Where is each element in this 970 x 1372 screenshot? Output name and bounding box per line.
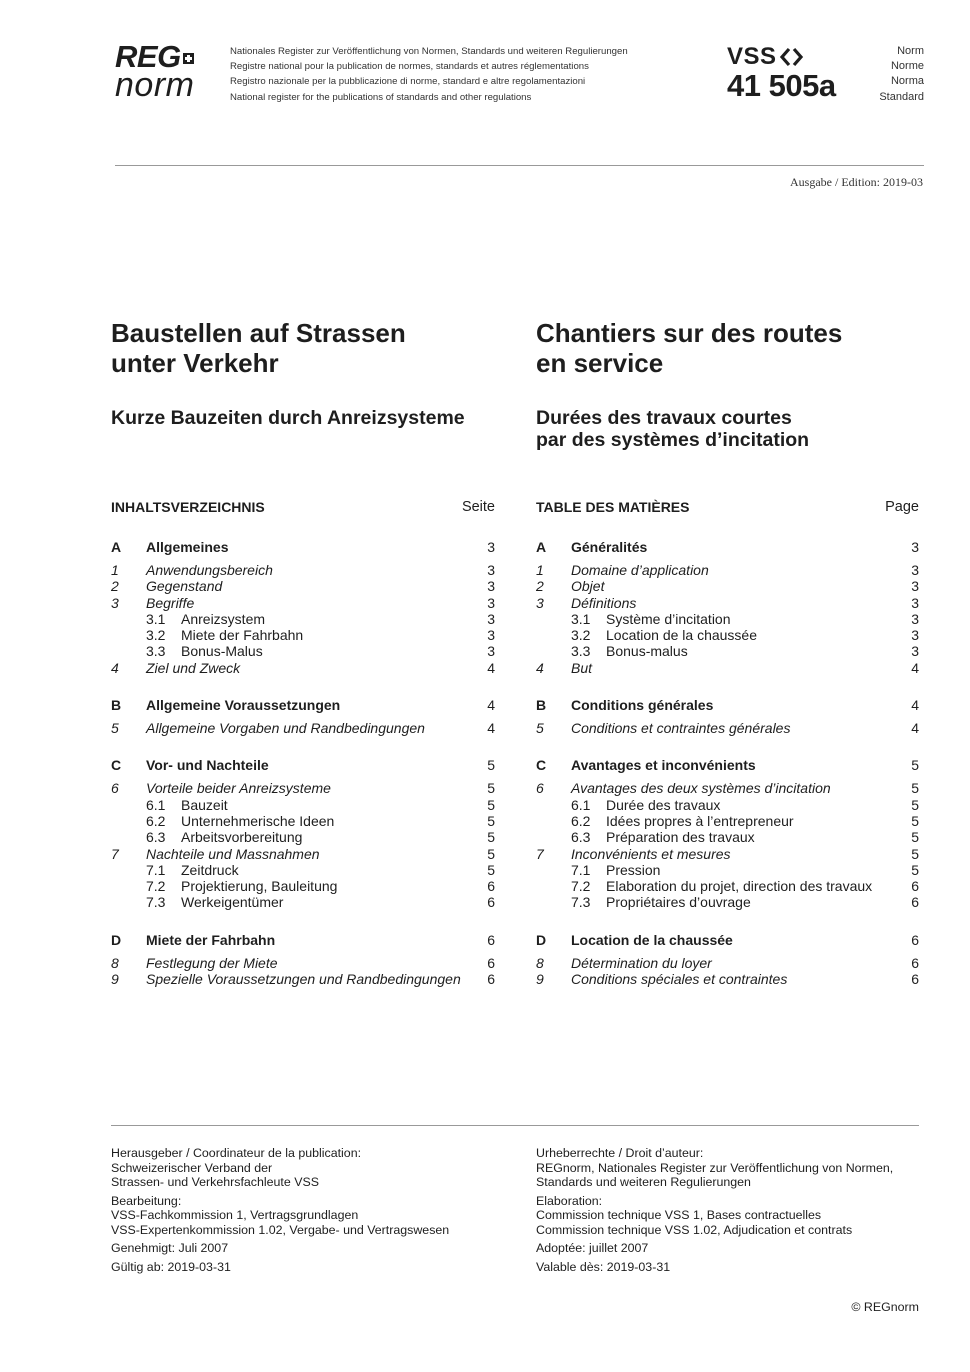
entry-number: 6	[536, 780, 544, 797]
entry-number: 7.1	[571, 861, 591, 878]
section-title: Généralités	[571, 539, 648, 555]
entry-title: Allgemeine Vorgaben und Randbedingungen	[146, 720, 425, 737]
footer-block	[111, 1146, 449, 1190]
entry-title: But	[571, 659, 593, 676]
entry-number: 6.3	[571, 829, 591, 846]
entry-number: 6	[111, 780, 119, 797]
toc-section	[111, 537, 495, 676]
footer-block	[536, 1194, 893, 1238]
edition-date: Ausgabe / Edition: 2019-03	[790, 175, 923, 189]
entry-page: 4	[911, 659, 919, 676]
section-page: 5	[487, 757, 495, 774]
page-heading: Page	[885, 499, 919, 515]
entry-number: 7.3	[571, 894, 591, 911]
entry-number: 3.3	[146, 643, 166, 660]
entry-title: Bonus-malus	[606, 643, 688, 660]
entry-title: Ziel und Zweck	[146, 659, 241, 676]
entry-page: 3	[911, 627, 919, 644]
entry-page: 6	[911, 971, 919, 988]
toc-section	[111, 930, 495, 988]
subtitle-fr	[536, 407, 809, 451]
toc-section	[111, 755, 495, 910]
section-page: 4	[911, 697, 919, 714]
doc-kind-line: Norme	[890, 60, 924, 73]
entry-page: 5	[911, 796, 919, 813]
entry-number: 2	[111, 578, 119, 595]
entry-number: 8	[536, 954, 544, 971]
footer-line: Gültig ab: 2019-03-31	[111, 1259, 231, 1274]
entry-page: 5	[911, 845, 919, 862]
toc-item	[111, 578, 495, 594]
entry-page: 5	[911, 829, 919, 846]
footer-block	[536, 1260, 893, 1275]
entry-number: 3	[536, 594, 544, 611]
toc-subitem	[536, 894, 919, 910]
entry-title: Bauzeit	[181, 796, 228, 813]
doc-kind-line: Standard	[879, 90, 924, 103]
toc-section	[536, 930, 919, 988]
entry-number: 7.2	[571, 878, 591, 895]
toc-subitem	[111, 813, 495, 829]
toc-section-heading	[111, 930, 495, 950]
toc-subitem	[536, 813, 919, 829]
header-divider	[115, 165, 924, 166]
toc-heading: INHALTSVERZEICHNIS	[111, 499, 265, 515]
toc-section	[536, 537, 919, 676]
footer-line: Bearbeitung:	[111, 1193, 182, 1208]
doc-kind-line: Norma	[890, 75, 924, 88]
entry-title: Avantages des deux systèmes d’incitation	[571, 780, 831, 797]
toc-subitem	[536, 829, 919, 845]
entry-number: 3.1	[146, 610, 166, 627]
section-page: 3	[487, 539, 495, 555]
entry-title: Begriffe	[146, 594, 195, 611]
logo-reg-text: REG	[115, 39, 181, 74]
section-title: Allgemeine Voraussetzungen	[146, 697, 341, 714]
vss-chevron-icon	[779, 46, 809, 68]
section-title: Vor- und Nachteile	[146, 757, 269, 774]
toc-section	[536, 695, 919, 736]
doc-kind-line: Norm	[897, 45, 924, 57]
toc-subitem	[111, 643, 495, 659]
entry-title: Gegenstand	[146, 578, 223, 595]
entry-title: Définitions	[571, 594, 637, 611]
footer-line: Schweizerischer Verband der	[111, 1160, 273, 1175]
section-page: 3	[911, 539, 919, 555]
entry-page: 6	[911, 894, 919, 911]
footer-line: Valable dès: 2019-03-31	[536, 1259, 671, 1274]
section-title: Allgemeines	[146, 539, 229, 555]
section-letter: B	[111, 697, 122, 714]
toc-section-heading	[536, 755, 919, 775]
toc-fr	[536, 497, 919, 987]
toc-section-heading	[536, 930, 919, 950]
register-description	[230, 44, 628, 105]
section-page: 6	[911, 931, 919, 948]
swiss-cross-icon	[183, 53, 194, 64]
entry-title: Système d’incitation	[606, 610, 731, 627]
entry-page: 4	[911, 720, 919, 737]
regnorm-logo	[115, 39, 215, 104]
toc-header	[111, 497, 495, 517]
entry-page: 3	[911, 578, 919, 595]
toc-item	[536, 660, 919, 676]
entry-title: Festlegung der Miete	[146, 954, 278, 971]
section-letter: D	[536, 931, 547, 948]
toc-subitem	[536, 797, 919, 813]
entry-title: Zeitdruck	[181, 861, 239, 878]
toc-item	[536, 971, 919, 987]
register-line: Nationales Register zur Veröffentlichung von Normen, Standards und weiteren Regulierungen	[230, 46, 628, 57]
section-page: 4	[487, 697, 495, 714]
footer-line: VSS-Fachkommission 1, Vertragsgrundlagen	[111, 1208, 359, 1222]
toc-subitem	[536, 627, 919, 643]
footer-block	[111, 1194, 449, 1238]
entry-title: Arbeitsvorbereitung	[181, 829, 303, 846]
entry-number: 7	[536, 845, 544, 862]
entry-page: 5	[487, 829, 495, 846]
entry-number: 3.3	[571, 643, 591, 660]
title-line: Baustellen auf Strassen	[111, 318, 406, 348]
toc-subitem	[111, 797, 495, 813]
subtitle-line: Durées des travaux courtes	[536, 407, 792, 429]
entry-title: Anreizsystem	[181, 610, 266, 627]
footer-block	[536, 1146, 893, 1190]
entry-page: 5	[487, 845, 495, 862]
entry-page: 5	[487, 796, 495, 813]
section-letter: B	[536, 697, 547, 714]
section-page: 6	[487, 931, 495, 948]
toc-item	[536, 562, 919, 578]
entry-page: 3	[911, 594, 919, 611]
toc-item	[536, 780, 919, 796]
footer-line: Elaboration:	[536, 1193, 603, 1208]
footer-right	[536, 1146, 893, 1278]
footer-line: Commission technique VSS 1, Bases contractuelles	[536, 1208, 822, 1222]
footer-line: Herausgeber / Coordinateur de la publication:	[111, 1146, 362, 1160]
footer-line: Strassen- und Verkehrsfachleute VSS	[111, 1175, 320, 1189]
entry-number: 9	[111, 971, 119, 988]
entry-number: 7.1	[146, 861, 166, 878]
entry-number: 3.2	[146, 627, 166, 644]
entry-title: Vorteile beider Anreizsysteme	[146, 780, 331, 797]
toc-section-heading	[111, 695, 495, 715]
toc-subitem	[536, 643, 919, 659]
section-title: Location de la chaussée	[571, 931, 733, 948]
title-line: Chantiers sur des routes	[536, 318, 843, 348]
entry-page: 6	[911, 954, 919, 971]
section-title: Conditions générales	[571, 697, 714, 714]
entry-number: 8	[111, 954, 119, 971]
entry-page: 3	[487, 610, 495, 627]
toc-subitem	[111, 829, 495, 845]
entry-page: 4	[487, 659, 495, 676]
section-letter: A	[111, 539, 122, 555]
entry-page: 3	[487, 627, 495, 644]
toc-subitem	[111, 611, 495, 627]
entry-number: 4	[111, 659, 119, 676]
toc-subitem	[111, 878, 495, 894]
entry-number: 6.3	[146, 829, 166, 846]
vss-logo	[727, 44, 836, 102]
toc-de	[111, 497, 495, 987]
title-line: en service	[536, 348, 664, 378]
entry-number: 6.2	[571, 812, 591, 829]
register-line: Registro nazionale per la pubblicazione di norme, standard e altre regolamentazioni	[230, 76, 586, 88]
entry-title: Pression	[606, 861, 661, 878]
entry-page: 3	[487, 594, 495, 611]
entry-title: Propriétaires d’ouvrage	[606, 894, 751, 911]
vss-logo-text: VSS	[727, 43, 777, 70]
section-title: Avantages et inconvénients	[571, 757, 756, 774]
entry-title: Miete der Fahrbahn	[181, 627, 304, 644]
entry-title: Inconvénients et mesures	[571, 845, 731, 862]
entry-page: 3	[911, 562, 919, 578]
footer-divider	[111, 1125, 919, 1126]
entry-title: Nachteile und Massnahmen	[146, 845, 320, 862]
entry-title: Elaboration du projet, direction des travaux	[606, 878, 873, 895]
toc-section-heading	[111, 755, 495, 775]
entry-page: 3	[487, 578, 495, 595]
footer-line: Genehmigt: Juli 2007	[111, 1241, 229, 1255]
document-number: 41 505a	[727, 68, 836, 103]
document-kind	[879, 44, 924, 105]
entry-number: 7.3	[146, 894, 166, 911]
entry-number: 3.2	[571, 627, 591, 644]
subtitle-line: par des systèmes d’incitation	[536, 429, 810, 451]
entry-page: 5	[487, 780, 495, 797]
toc-item	[111, 720, 495, 736]
toc-subitem	[536, 862, 919, 878]
entry-number: 5	[111, 720, 119, 737]
entry-page: 6	[487, 878, 495, 895]
entry-page: 6	[487, 971, 495, 988]
entry-title: Idées propres à l’entrepreneur	[606, 812, 794, 829]
entry-title: Anwendungsbereich	[146, 562, 273, 578]
entry-page: 5	[487, 812, 495, 829]
toc-section-heading	[536, 537, 919, 557]
toc-item	[536, 846, 919, 862]
entry-number: 3	[111, 594, 119, 611]
entry-number: 6.1	[146, 796, 166, 813]
entry-title: Bonus-Malus	[181, 643, 263, 660]
title-fr	[536, 318, 842, 378]
toc-section-heading	[111, 537, 495, 557]
footer-block	[536, 1241, 893, 1256]
entry-number: 6.1	[571, 796, 591, 813]
section-title: Miete der Fahrbahn	[146, 931, 276, 948]
footer-line: REGnorm, Nationales Register zur Veröffentlichung von Normen,	[536, 1160, 894, 1175]
entry-page: 3	[911, 643, 919, 660]
toc-section-heading	[536, 695, 919, 715]
entry-page: 3	[487, 562, 495, 578]
toc-item	[536, 595, 919, 611]
entry-page: 5	[911, 780, 919, 797]
entry-title: Objet	[571, 578, 605, 595]
entry-title: Durée des travaux	[606, 796, 721, 813]
toc-item	[536, 578, 919, 594]
toc-item	[111, 595, 495, 611]
entry-title: Werkeigentümer	[181, 894, 284, 911]
entry-title: Conditions spéciales et contraintes	[571, 971, 788, 988]
entry-page: 4	[487, 720, 495, 737]
entry-page: 6	[487, 894, 495, 911]
toc-item	[111, 562, 495, 578]
entry-number: 9	[536, 971, 544, 988]
section-page: 5	[911, 757, 919, 774]
entry-page: 5	[487, 861, 495, 878]
copyright: © REGnorm	[851, 1300, 919, 1314]
entry-number: 3.1	[571, 610, 591, 627]
entry-title: Location de la chaussée	[606, 627, 757, 644]
entry-title: Préparation des travaux	[606, 829, 755, 846]
toc-item	[111, 846, 495, 862]
section-letter: A	[536, 539, 547, 555]
section-letter: D	[111, 931, 122, 948]
section-letter: C	[111, 757, 122, 774]
footer-line: Urheberrechte / Droit d’auteur:	[536, 1146, 704, 1160]
toc-subitem	[111, 627, 495, 643]
footer-line: Commission technique VSS 1.02, Adjudication et contrats	[536, 1222, 853, 1237]
page-heading: Seite	[461, 499, 495, 515]
entry-page: 3	[911, 610, 919, 627]
entry-page: 5	[911, 861, 919, 878]
footer-block	[111, 1260, 449, 1275]
logo-norm-text: norm	[115, 66, 195, 104]
footer-line: VSS-Expertenkommission 1.02, Vergabe- und Vertragswesen	[111, 1222, 450, 1237]
register-line: Registre national pour la publication de normes, standards et autres réglementations	[230, 61, 589, 73]
toc-item	[111, 660, 495, 676]
title-line: unter Verkehr	[111, 348, 279, 378]
register-line: National register for the publications of standards and other regulations	[230, 91, 532, 103]
subtitle-de	[111, 407, 465, 429]
entry-page: 3	[487, 643, 495, 660]
subtitle-line: Kurze Bauzeiten durch Anreizsysteme	[111, 407, 465, 429]
toc-section	[536, 755, 919, 910]
footer-line: Adoptée: juillet 2007	[536, 1241, 649, 1255]
toc-item	[111, 780, 495, 796]
entry-page: 6	[487, 954, 495, 971]
entry-number: 1	[111, 562, 119, 578]
entry-title: Projektierung, Bauleitung	[181, 878, 338, 895]
entry-number: 2	[536, 578, 544, 595]
entry-number: 7.2	[146, 878, 166, 895]
toc-header	[536, 497, 919, 517]
entry-number: 6.2	[146, 812, 166, 829]
entry-title: Détermination du loyer	[571, 954, 712, 971]
toc-item	[111, 955, 495, 971]
entry-number: 1	[536, 562, 544, 578]
footer-line: Standards und weiteren Regulierungen	[536, 1175, 751, 1189]
toc-subitem	[536, 878, 919, 894]
toc-subitem	[111, 894, 495, 910]
footer-block	[111, 1241, 449, 1256]
footer-left	[111, 1146, 449, 1278]
entry-title: Spezielle Voraussetzungen und Randbedingungen	[146, 971, 461, 988]
toc-subitem	[111, 862, 495, 878]
entry-title: Domaine d’application	[571, 562, 709, 578]
entry-number: 7	[111, 845, 119, 862]
section-letter: C	[536, 757, 547, 774]
title-de	[111, 318, 406, 378]
entry-number: 4	[536, 659, 544, 676]
entry-title: Conditions et contraintes générales	[571, 720, 791, 737]
toc-section	[111, 695, 495, 736]
entry-title: Unternehmerische Ideen	[181, 812, 335, 829]
toc-subitem	[536, 611, 919, 627]
entry-number: 5	[536, 720, 544, 737]
toc-item	[536, 955, 919, 971]
entry-page: 6	[911, 878, 919, 895]
toc-item	[111, 971, 495, 987]
toc-item	[536, 720, 919, 736]
toc-heading: TABLE DES MATIÈRES	[536, 499, 690, 515]
entry-page: 5	[911, 812, 919, 829]
